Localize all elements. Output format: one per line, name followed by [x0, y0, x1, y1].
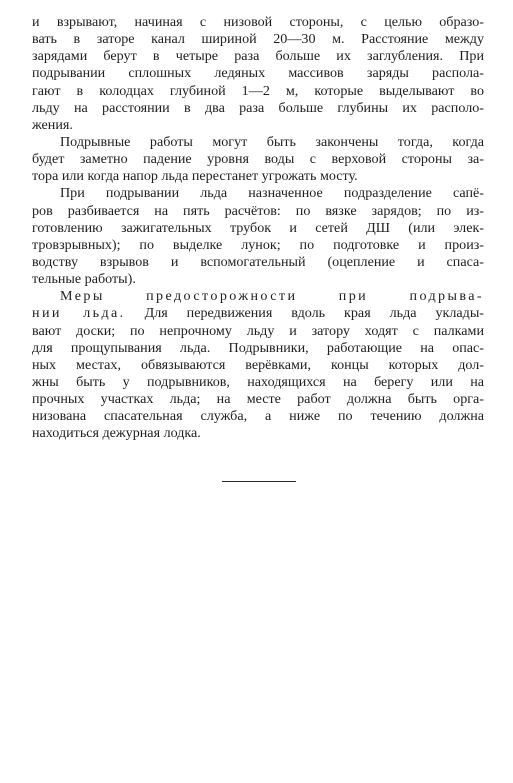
text-line: тельные работы). [32, 271, 136, 288]
text-line: ных местах, обвязываются верёвками, концы которых дол- [32, 356, 484, 373]
text-line: льду на расстоянии в два раза больше глубины их располо- [32, 99, 484, 116]
text-line: будет заметно падение уровня воды с верховой стороны за- [32, 151, 484, 168]
text-line: При подрывании льда назначенное подразделение сапё- [60, 185, 484, 202]
text-line-with-heading [32, 305, 484, 322]
text-line: подрывании сплошных ледяных массивов заряды распола- [32, 65, 484, 82]
text-line: вать в заторе канал шириной 20—30 м. Расстояние между [32, 31, 484, 48]
text-line: зарядами берут в четыре раза больше их заглубления. При [32, 48, 484, 65]
section-heading: Меры предосторожности при подрыва- [60, 288, 484, 305]
text-line: вают доски; по непрочному льду и затору ходят с палками [32, 322, 484, 339]
text-line: жения. [32, 116, 73, 133]
text-line: водству взрывов и вспомогательный (оцепление и спаса- [32, 253, 484, 270]
text-line-rest: Для передвижения вдоль края льда уклады- [144, 305, 484, 322]
text-line: Подрывные работы могут быть закончены тогда, когда [60, 133, 484, 150]
text-line: низована спасательная служба, а ниже по течению должна [32, 408, 484, 425]
text-line: ров разбивается на пять расчётов: по вязке зарядов; по из- [32, 202, 484, 219]
text-line: тора или когда напор льда перестанет угрожать мосту. [32, 168, 358, 185]
paragraph-sapper-crews [32, 185, 484, 288]
text-line: прочных участках льда; на месте работ должна быть орга- [32, 391, 484, 408]
paragraph-charge-placement [32, 14, 484, 134]
text-line: тровзрывных); по выделке лунок; по подготовке и произ- [32, 236, 484, 253]
text-line: находиться дежурная лодка. [32, 425, 201, 442]
text-line: и взрывают, начиная с низовой стороны, с целью образо- [32, 14, 484, 30]
paragraph-work-completion [32, 134, 484, 185]
page-text [32, 14, 484, 443]
section-heading-end: нии льда. [32, 305, 126, 322]
section-end-rule [222, 481, 296, 482]
paragraph-safety-measures [32, 288, 484, 442]
text-line: для прощупывания льда. Подрывники, работающие на опас- [32, 339, 484, 356]
text-line: гают в колодцах глубиной 1—2 м, которые выделывают во [32, 82, 484, 99]
text-line: жны быть у подрывников, находящихся на берегу или на [32, 373, 484, 390]
text-line: готовлению зажигательных трубок и сетей ДШ (или элек- [32, 219, 484, 236]
